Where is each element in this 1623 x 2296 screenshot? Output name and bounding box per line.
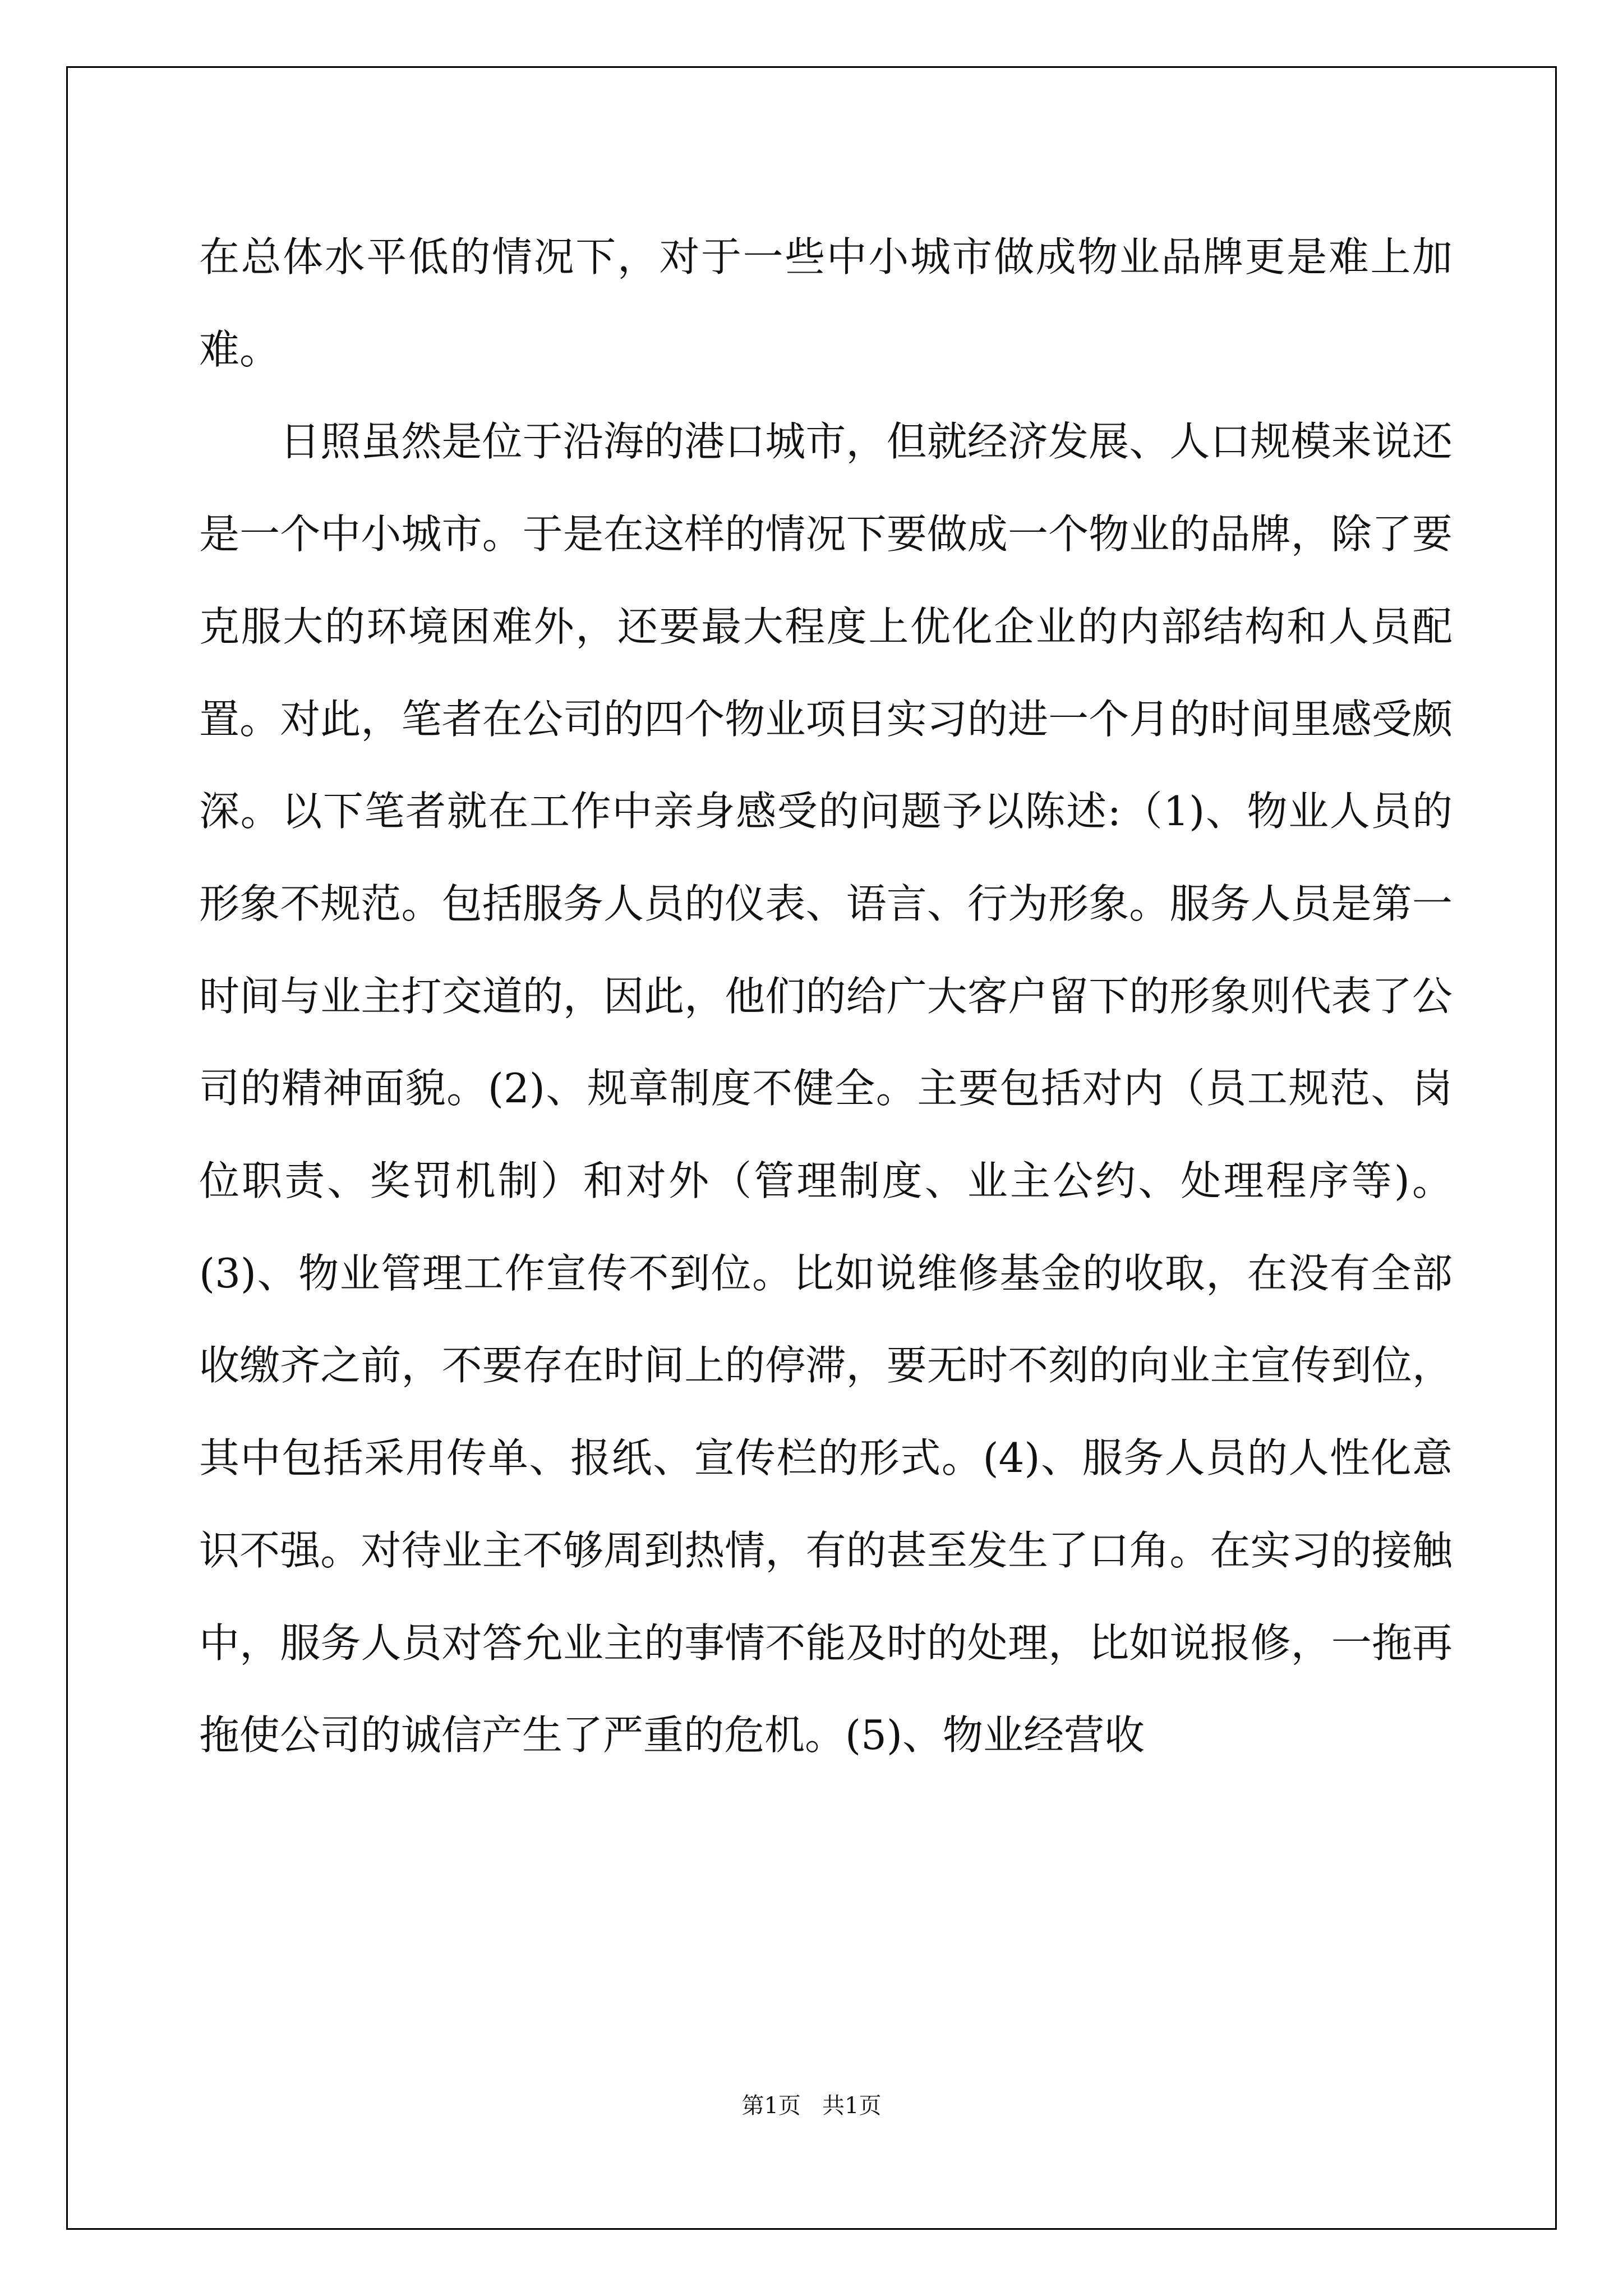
paragraph-2: 日照虽然是位于沿海的港口城市，但就经济发展、人口规模来说还是一个中小城市。于是在这样的情况下要做成一个物业的品牌，除了要克服大的环境困难外，还要最大程度上优化企业的内部结构和人员配置。对此，笔者在公司的四个物业项目实习的进一个月的时间里感受颇深。以下笔者就在工作中亲身感受的问题予以陈述:（1)、物业人员的形象不规范。包括服务人员的仪表、语言、行为形象。服务人员是第一时间与业主打交道的，因此，他们的给广大客户留下的形象则代表了公司的精神面貌。(2)、规章制度不健全。主要包括对内（员工规范、岗位职责、奖罚机制）和对外（管理制度、业主公约、处理程序等)。(3)、物业管理工作宣传不到位。比如说维修基金的收取，在没有全部收缴齐之前，不要存在时间上的停滞，要无时不刻的向业主宣传到位，其中包括采用传单、报纸、宣传栏的形式。(4)、服务人员的人性化意识不强。对待业主不够周到热情，有的甚至发生了口角。在实习的接触中，服务人员对答允业主的事情不能及时的处理，比如说报修，一拖再拖使公司的诚信产生了严重的危机。(5)、物业经营收 <box>199 418 1453 1759</box>
document-body <box>199 211 1453 1782</box>
paragraph-1: 在总体水平低的情况下，对于一些中小城市做成物业品牌更是难上加难。 <box>199 233 1453 373</box>
page-number-footer: 第1页 共1页 <box>741 2093 882 2119</box>
